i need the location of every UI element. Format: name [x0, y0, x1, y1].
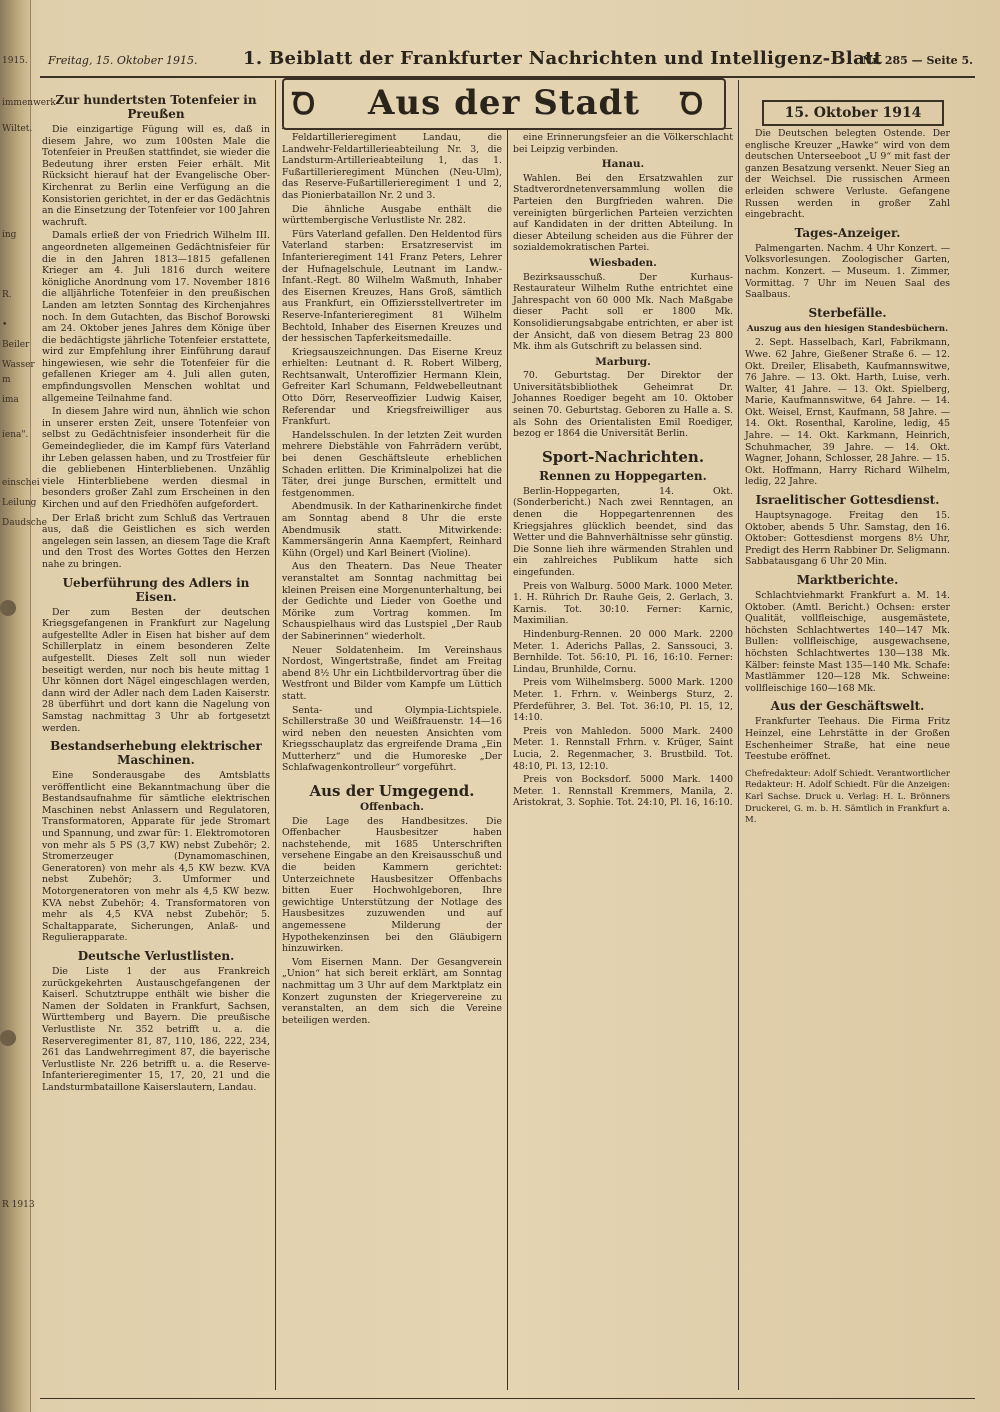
adjacent-page-strip [0, 0, 56, 1412]
strip-fragment: ing [2, 230, 17, 240]
binding-hole [0, 600, 16, 616]
section-masthead: Aus der Stadt [282, 78, 726, 130]
article-heading: Sport-Nachrichten. [541, 447, 705, 466]
strip-fragment: Wasser [2, 360, 35, 370]
article-paragraph: Vom Eisernen Mann. Der Gesangverein „Union“ hat sich bereit erklärt, am Sonntag nachmittag um 3 Uhr auf dem Marktplatz ein Konzert zugunsten der Kriegervereine zu veranstalten, an dem sich die Vereine beteiligen werden. [282, 956, 502, 1026]
column-4 [745, 128, 950, 1394]
article-paragraph: Der Erlaß bricht zum Schluß das Vertrauen aus, daß die Geistlichen es sich werden angelegen sein lassen, an diesem Tage die Kraft und den Trost des Wortes Gottes den Herzen nahe zu bringen. [42, 512, 270, 570]
masthead-underline [282, 128, 732, 129]
strip-fragment: iena". [2, 430, 29, 440]
article-subheading: Hanau. [601, 158, 645, 171]
column-rule [275, 80, 276, 1390]
article-heading: Marktberichte. [796, 573, 899, 587]
article-paragraph: Die Liste 1 der aus Frankreich zurückgekehrten Austauschgefangenen der Kaiserl. Schutztruppe enthält wie bisher die Namen der Soldaten in Frankfurt, Sachsen, Württemberg und Bayern. Die preußische Verlustliste Nr. 352 betrifft u. a. die Reserveregimenter 81, 87, 110, 186, 222, 234, 261 das Landwehrregiment 87, die bayerische Verlustliste Nr. 226 betrifft u. a. die Reserve-Infanterieregimenter 15, 17, 20, 21 und die Landsturmbataillone Kaiserslautern, Landau. [42, 966, 270, 1093]
ornament-left: Ꝺ [292, 87, 316, 122]
article-subheading: Wiesbaden. [589, 256, 657, 269]
article-paragraph: Abendmusik. In der Katharinenkirche findet am Sonntag abend 8 Uhr die erste Abendmusik statt. Mitwirkende: Kammersängerin Anna Kaempfert, Reinhard Kühn (Orgel) und Karl Beinert (Violine). [282, 501, 502, 559]
strip-fragment: ima [2, 395, 19, 405]
article-paragraph: Hindenburg-Rennen. 20 000 Mark. 2200 Meter. 1. Aderichs Pallas, 2. Sanssouci, 3. Bernhilde. Tot. 56:10, Pl. 16, 16:10. Ferner: Lindau, Brunhilde, Cornu. [513, 628, 733, 675]
strip-fragment: R 1913 [2, 1200, 35, 1210]
article-heading: Sterbefälle. [808, 305, 887, 320]
binding-hole [0, 1030, 16, 1046]
article-paragraph: Wahlen. Bei den Ersatzwahlen zur Stadtverordnetenversammlung wollen die Parteien den Burgfrieden wahren. Die vereinigten bürgerlichen Parteien verzichten auf Kandidaten in der dritten Abteilung. In dieser Abteilung scheiden aus die Führer der sozialdemokratischen Partei. [513, 172, 733, 254]
supplement-title: 1. Beiblatt der Frankfurter Nachrichten und Intelligenz-Blatt [243, 48, 883, 69]
article-paragraph: Damals erließ der von Friedrich Wilhelm III. angeordneten allgemeinen Gedächtnisfeier für die in den Jahren 1813—1815 gefallenen Krieger am 4. Juli 1816 durch weitere königliche Anordnung vom 17. November 1816 die alljährliche Totenfeier in den preußischen Landen am letzten Sonntag des Kirchenjahres noch. In dem Gutachten, das Bischof Borowski am 24. Oktober jenes Jahres dem Könige über die bedächtigste jährliche Totenfeier erstattete, wird zur Empfehlung ihrer Einführung darauf hingewiesen, wie sehr die Totenfeier für die gefallenen Krieger am 4. Juli allen guten, empfindungsvollen Menschen wohltat und allgemeine Teilnahme fand. [42, 230, 270, 404]
issue-number: Nr. 285 — Seite 5. [862, 54, 973, 67]
page-header [38, 48, 973, 78]
article-subheading: Offenbach. [360, 801, 424, 814]
article-heading: Tages-Anzeiger. [794, 225, 901, 240]
article-paragraph: Handelsschulen. In der letzten Zeit wurden mehrere Diebstähle von Fahrrädern verübt, bei denen Geschäftsleute erheblichen Schaden erlitten. Die Kriminalpolizei hat die Täter, drei junge Burschen, ermittelt und festgenommen. [282, 429, 502, 499]
anniversary-date-box: 15. Oktober 1914 [762, 100, 944, 126]
column-rule [507, 130, 508, 1390]
article-heading: Aus der Geschäftswelt. [770, 699, 925, 714]
column-rule [738, 80, 739, 1390]
article-paragraph: Bezirksausschuß. Der Kurhaus-Restaurateur Wilhelm Ruthe entrichtet eine Jahrespacht von 60 000 Mk. Nach Maßgabe dieser Pacht soll er 1800 Mk. Konsolidierungsabgabe entrichten, er aber ist der Ansicht, daß von diesem Betrag 23 800 Mk. ihm als Gutschrift zu belassen sind. [513, 271, 733, 353]
article-paragraph: Neuer Soldatenheim. Im Vereinshaus Nordost, Wingertstraße, findet am Freitag abend 8½ Uhr ein Lichtbildervortrag über die Westfront und Bilder vom Kampfe um Lüttich statt. [282, 644, 502, 702]
strip-fragment: 1915. [2, 56, 28, 66]
article-heading: Bestandserhebung elektrischer Maschinen. [50, 739, 262, 768]
article-paragraph: Der zum Besten der deutschen Kriegsgefangenen in Frankfurt zur Nagelung aufgestellte Adler in Eisen hat bisher auf dem Schillerplatz in einem besonderen Zelte aufgestellt. Dieses Zelt soll nun wieder beseitigt werden, nur noch bis heute mittag 1 Uhr können dort Nägel eingeschlagen werden, dann wird der Adler nach dem Laden Kaiserstr. 28 überführt und dort kann die Nagelung von Samstag nachmittag 3 Uhr ab fortgesetzt werden. [42, 606, 270, 734]
article-paragraph: Frankfurter Teehaus. Die Firma Fritz Heinzel, eine Lehrstätte in der Großen Eschenheimer Straße, hat eine neue Teestube eröffnet. [745, 716, 950, 763]
article-paragraph: Die einzigartige Fügung will es, daß in diesem Jahre, wo zum 100sten Male die Totenfeier in Preußen stattfindet, sie wieder die Bedeutung ihrer ersten Feier erhält. Mit Rücksicht hierauf hat der Evangelische Ober-Kirchenrat zu Berlin eine Verfügung an die Konsistorien gerichtet, in der er das Gedächtnis an die Einsetzung der Totenfeier vor 100 Jahren wachruft. [42, 124, 270, 228]
article-paragraph: Palmengarten. Nachm. 4 Uhr Konzert. — Volksvorlesungen. Zoologischer Garten, nachm. Konzert. — Museum. 1. Zimmer, Vormittag. 7 Uhr im Neuen Saal des Saalbaus. [745, 242, 950, 301]
article-paragraph: Die ähnliche Ausgabe enthält die württembergische Verlustliste Nr. 282. [282, 203, 502, 227]
article-paragraph: Eine Sonderausgabe des Amtsblatts veröffentlicht eine Bekanntmachung über die Bestandsaufnahme für sämtliche elektrischen Maschinen nebst Anlassern und Regulatoren, Transformatoren, Apparate für jede Stromart und Spannung, und zwar für: 1. Elektromotoren von mehr als 5 PS (3,7 KW) nebst Zubehör; 2. Stromerzeuger (Dynamomaschinen, Generatoren) von mehr als 4,5 KW bezw. KVA nebst Zubehör; 3. Umformer und Motorgeneratoren von mehr als 4,5 KW bezw. KVA nebst Zubehör; 4. Transformatoren von mehr als 4,5 KVA nebst Zubehör; 5. Schaltapparate, Sicherungen, Anlaß- und Regulierapparate. [42, 770, 270, 944]
article-paragraph: Aus den Theatern. Das Neue Theater veranstaltet am Sonntag nachmittag bei kleinen Preisen eine Morgenunterhaltung, bei der Gedichte und Lieder von Goethe und Mörike zum Vortrag kommen. Im Schauspielhaus wird das Lustspiel „Der Raub der Sabinerinnen“ wiederholt. [282, 561, 502, 642]
strip-fragment: R. [2, 290, 12, 300]
article-heading: Ueberführung des Adlers in Eisen. [62, 575, 250, 604]
article-paragraph: 70. Geburtstag. Der Direktor der Universitätsbibliothek Geheimrat Dr. Johannes Roediger begeht am 10. Oktober seinen 70. Geburtstag. Geboren zu Halle a. S. als Sohn des Orientalisten Emil Roediger, bezog er 1864 die Universität Berlin. [513, 370, 733, 440]
article-paragraph: eine Erinnerungsfeier an die Völkerschlacht bei Leipzig verbinden. [513, 132, 733, 155]
article-paragraph: Preis vom Wilhelmsberg. 5000 Mark. 1200 Meter. 1. Frhrn. v. Weinbergs Sturz, 2. Pferdeführer, 3. Bel. Tot. 36:10, Pl. 15, 12, 14:10. [513, 677, 733, 724]
strip-fragment: immenwerk [2, 98, 56, 108]
strip-fragment: m [2, 375, 11, 385]
strip-fragment: • [2, 320, 8, 330]
article-paragraph: Hauptsynagoge. Freitag den 15. Oktober, abends 5 Uhr. Samstag, den 16. Oktober: Gottesdienst morgens 8½ Uhr, Predigt des Herrn Rabbiner Dr. Seligmann. Sabbatausgang 6 Uhr 20 Min. [745, 510, 950, 568]
issue-date: Freitag, 15. Oktober 1915. [48, 54, 198, 67]
death-notices: 2. Sept. Hasselbach, Karl, Fabrikmann, Wwe. 62 Jahre, Gießener Straße 6. — 12. Okt. Dreiler, Elisabeth, Kaufmannswitwe, 76 Jahre. — 13. Okt. Harth, Luise, verh. Walter, 41 Jahre. — 13. Okt. Spielberg, Marie, Kaufmannswitwe, 64 Jahre. — 14. Okt. Weisel, Ernst, Kaufmann, 58 Jahre. — 14. Okt. Rosenthal, Karoline, ledig, 45 Jahre. — 14. Okt. Karkmann, Heinrich, Schuhmacher, 39 Jahre. — 14. Okt. Wagner, Johann, Schlosser, 28 Jahre. — 15. Okt. Hoffmann, Harry Richard Wilhelm, ledig, 22 Jahre. [745, 337, 950, 488]
article-paragraph: Berlin-Hoppegarten, 14. Okt. (Sonderbericht.) Nach zwei Renntagen, an denen die Hoppegartenrennen des Kriegsjahres glücklich beendet, sind das Wetter und die Bahnverhältnisse sehr günstig. Die Sonne lieh ihre wärmenden Strahlen und ein zahlreiches Publikum hatte sich eingefunden. [513, 485, 733, 578]
article-heading: Aus der Umgegend. [309, 782, 475, 801]
article-paragraph: Die Deutschen belegten Ostende. Der englische Kreuzer „Hawke“ wird von dem deutschen Unterseeboot „U 9“ mit fast der ganzen Besatzung versenkt. Neuer Sieg an der Weichsel. Die russischen Armeen erleiden schwere Verluste. Gefangene Russen werden in großer Zahl eingebracht. [745, 128, 950, 221]
footer-rule [40, 1398, 975, 1399]
article-paragraph: Preis von Walburg. 5000 Mark. 1000 Meter. 1. H. Rührich Dr. Rauhe Geis, 2. Gerlach, 3. Karnis. Tot. 30:10. Ferner: Karnic, Maximilian. [513, 580, 733, 627]
ornament-right: Ꝺ [680, 87, 704, 122]
column-3 [513, 132, 733, 1394]
article-heading: Zur hundertsten Totenfeier in Preußen [55, 93, 257, 121]
article-paragraph: Schlachtviehmarkt Frankfurt a. M. 14. Oktober. (Amtl. Bericht.) Ochsen: erster Qualität, vollfleischige, ausgemästete, höchsten Schlachtwertes 140—147 Mk. Bullen: vollfleischige, ausgewachsene, höchsten Schlachtwertes 130—138 Mk. Kälber: feinste Mast 135—140 Mk. Schafe: Mastlämmer 120—128 Mk. Schweine: vollfleischige 160—168 Mk. [745, 590, 950, 694]
article-paragraph: Fürs Vaterland gefallen. Den Heldentod fürs Vaterland starben: Ersatzreservist im Infanterieregiment 141 Franz Peters, Lehrer der Hufnagelschule, Leutnant im Landw.-Infant.-Regt. 80 Wilhelm Waßmuth, Inhaber des Eisernen Kreuzes, Hans Groß, sämtlich aus Frankfurt, ein Offiziersstellvertreter im Reserve-Infanterieregiment 81 Wilhelm Bechtold, Inhaber des Eisernen Kreuzes und der hessischen Tapferkeitsmedaille. [282, 228, 502, 345]
article-paragraph: Preis von Bocksdorf. 5000 Mark. 1400 Meter. 1. Rennstall Kremmers, Manila, 2. Aristokrat, 3. Sophie. Tot. 24:10, Pl. 16, 16:10. [513, 774, 733, 809]
article-paragraph: Die Lage des Handbesitzes. Die Offenbacher Hausbesitzer haben nachstehende, mit 1685 Unterschriften versehene Eingabe an den Kreisausschuß und die beiden Kammern gerichtet: Unterzeichnete Hausbesitzer Offenbachs bitten Euer Hochwohlgeboren, Ihre gewichtige Unterstützung der Notlage des Hausbesitzes zuzuwenden und auf angemessene Milderung der Hypothekenzinsen bei den Gläubigern hinzuwirken. [282, 815, 502, 955]
article-heading: Deutsche Verlustlisten. [77, 949, 235, 963]
article-paragraph: Preis von Mahledon. 5000 Mark. 2400 Meter. 1. Rennstall Frhrn. v. Krüger, Saint Lucia, 2. Regenmacher, 3. Brustbild. Tot. 48:10, Pl. 13, 12:10. [513, 725, 733, 772]
article-subheading: Auszug aus den hiesigen Standesbüchern. [746, 323, 949, 334]
imprint: Chefredakteur: Adolf Schiedt. Verantwortlicher Redakteur: H. Adolf Schiedt. Für die Anzeigen: Karl Sachse. Druck u. Verlag: H. L. Brönners Druckerei, G. m. b. H. Sämtlich in Frankfurt a. M. [745, 768, 950, 826]
article-heading: Israelitischer Gottesdienst. [755, 493, 940, 508]
article-paragraph: Feldartillerieregiment Landau, die Landwehr-Feldartillerieabteilung Nr. 3, die Landsturm-Artillerieabteilung 1, das 1. Fußartillerieregiment München (Neu-Ulm), das Reserve-Fußartillerieregiment 1 und 2, das Pionierbataillon Nr. 2 und 3. [282, 132, 502, 201]
article-paragraph: Senta- und Olympia-Lichtspiele. Schillerstraße 30 und Weißfrauenstr. 14—16 wird neben den neuesten Ansichten vom Kriegsschauplatz das ergreifende Drama „Ein Mutterherz“ und die Humoreske „Der Schlafwagenkontrolleur“ vorgeführt. [282, 704, 502, 774]
strip-fragment: Beiler [2, 340, 30, 350]
strip-fragment: einschei [2, 478, 40, 488]
article-subheading: Marburg. [595, 355, 651, 368]
article-paragraph: Kriegsauszeichnungen. Das Eiserne Kreuz erhielten: Leutnant d. R. Robert Wilberg, Rechtsanwalt, Unteroffizier Hermann Klein, Gefreiter Karl Schumann, Feldwebelleutnant Otto Dörr, Reserveoffizier Ludwig Kaiser, Referendar und Kriegsfreiwilliger aus Frankfurt. [282, 346, 502, 428]
column-1 [42, 88, 270, 1398]
strip-fragment: Wiltet. [2, 124, 33, 134]
strip-fragment: Daudsche [2, 518, 47, 528]
article-paragraph: In diesem Jahre wird nun, ähnlich wie schon in unserer ersten Zeit, unsere Totenfeier von selbst zu Gedächtnisfeier insonderheit für die Gemeindeglieder, die im Kampf fürs Vaterland ihr Leben gelassen haben, und zu Trostfeier für die gebliebenen Hinterbliebenen. Unzählig viele Hinterbliebene werden diesmal in besonders großer Zahl zum Erscheinen in den Kirchen und auf den Friedhöfen aufgefordert. [42, 406, 270, 510]
article-heading: Rennen zu Hoppegarten. [539, 468, 707, 483]
column-2 [282, 132, 502, 1394]
strip-fragment: Leilung [2, 498, 37, 508]
